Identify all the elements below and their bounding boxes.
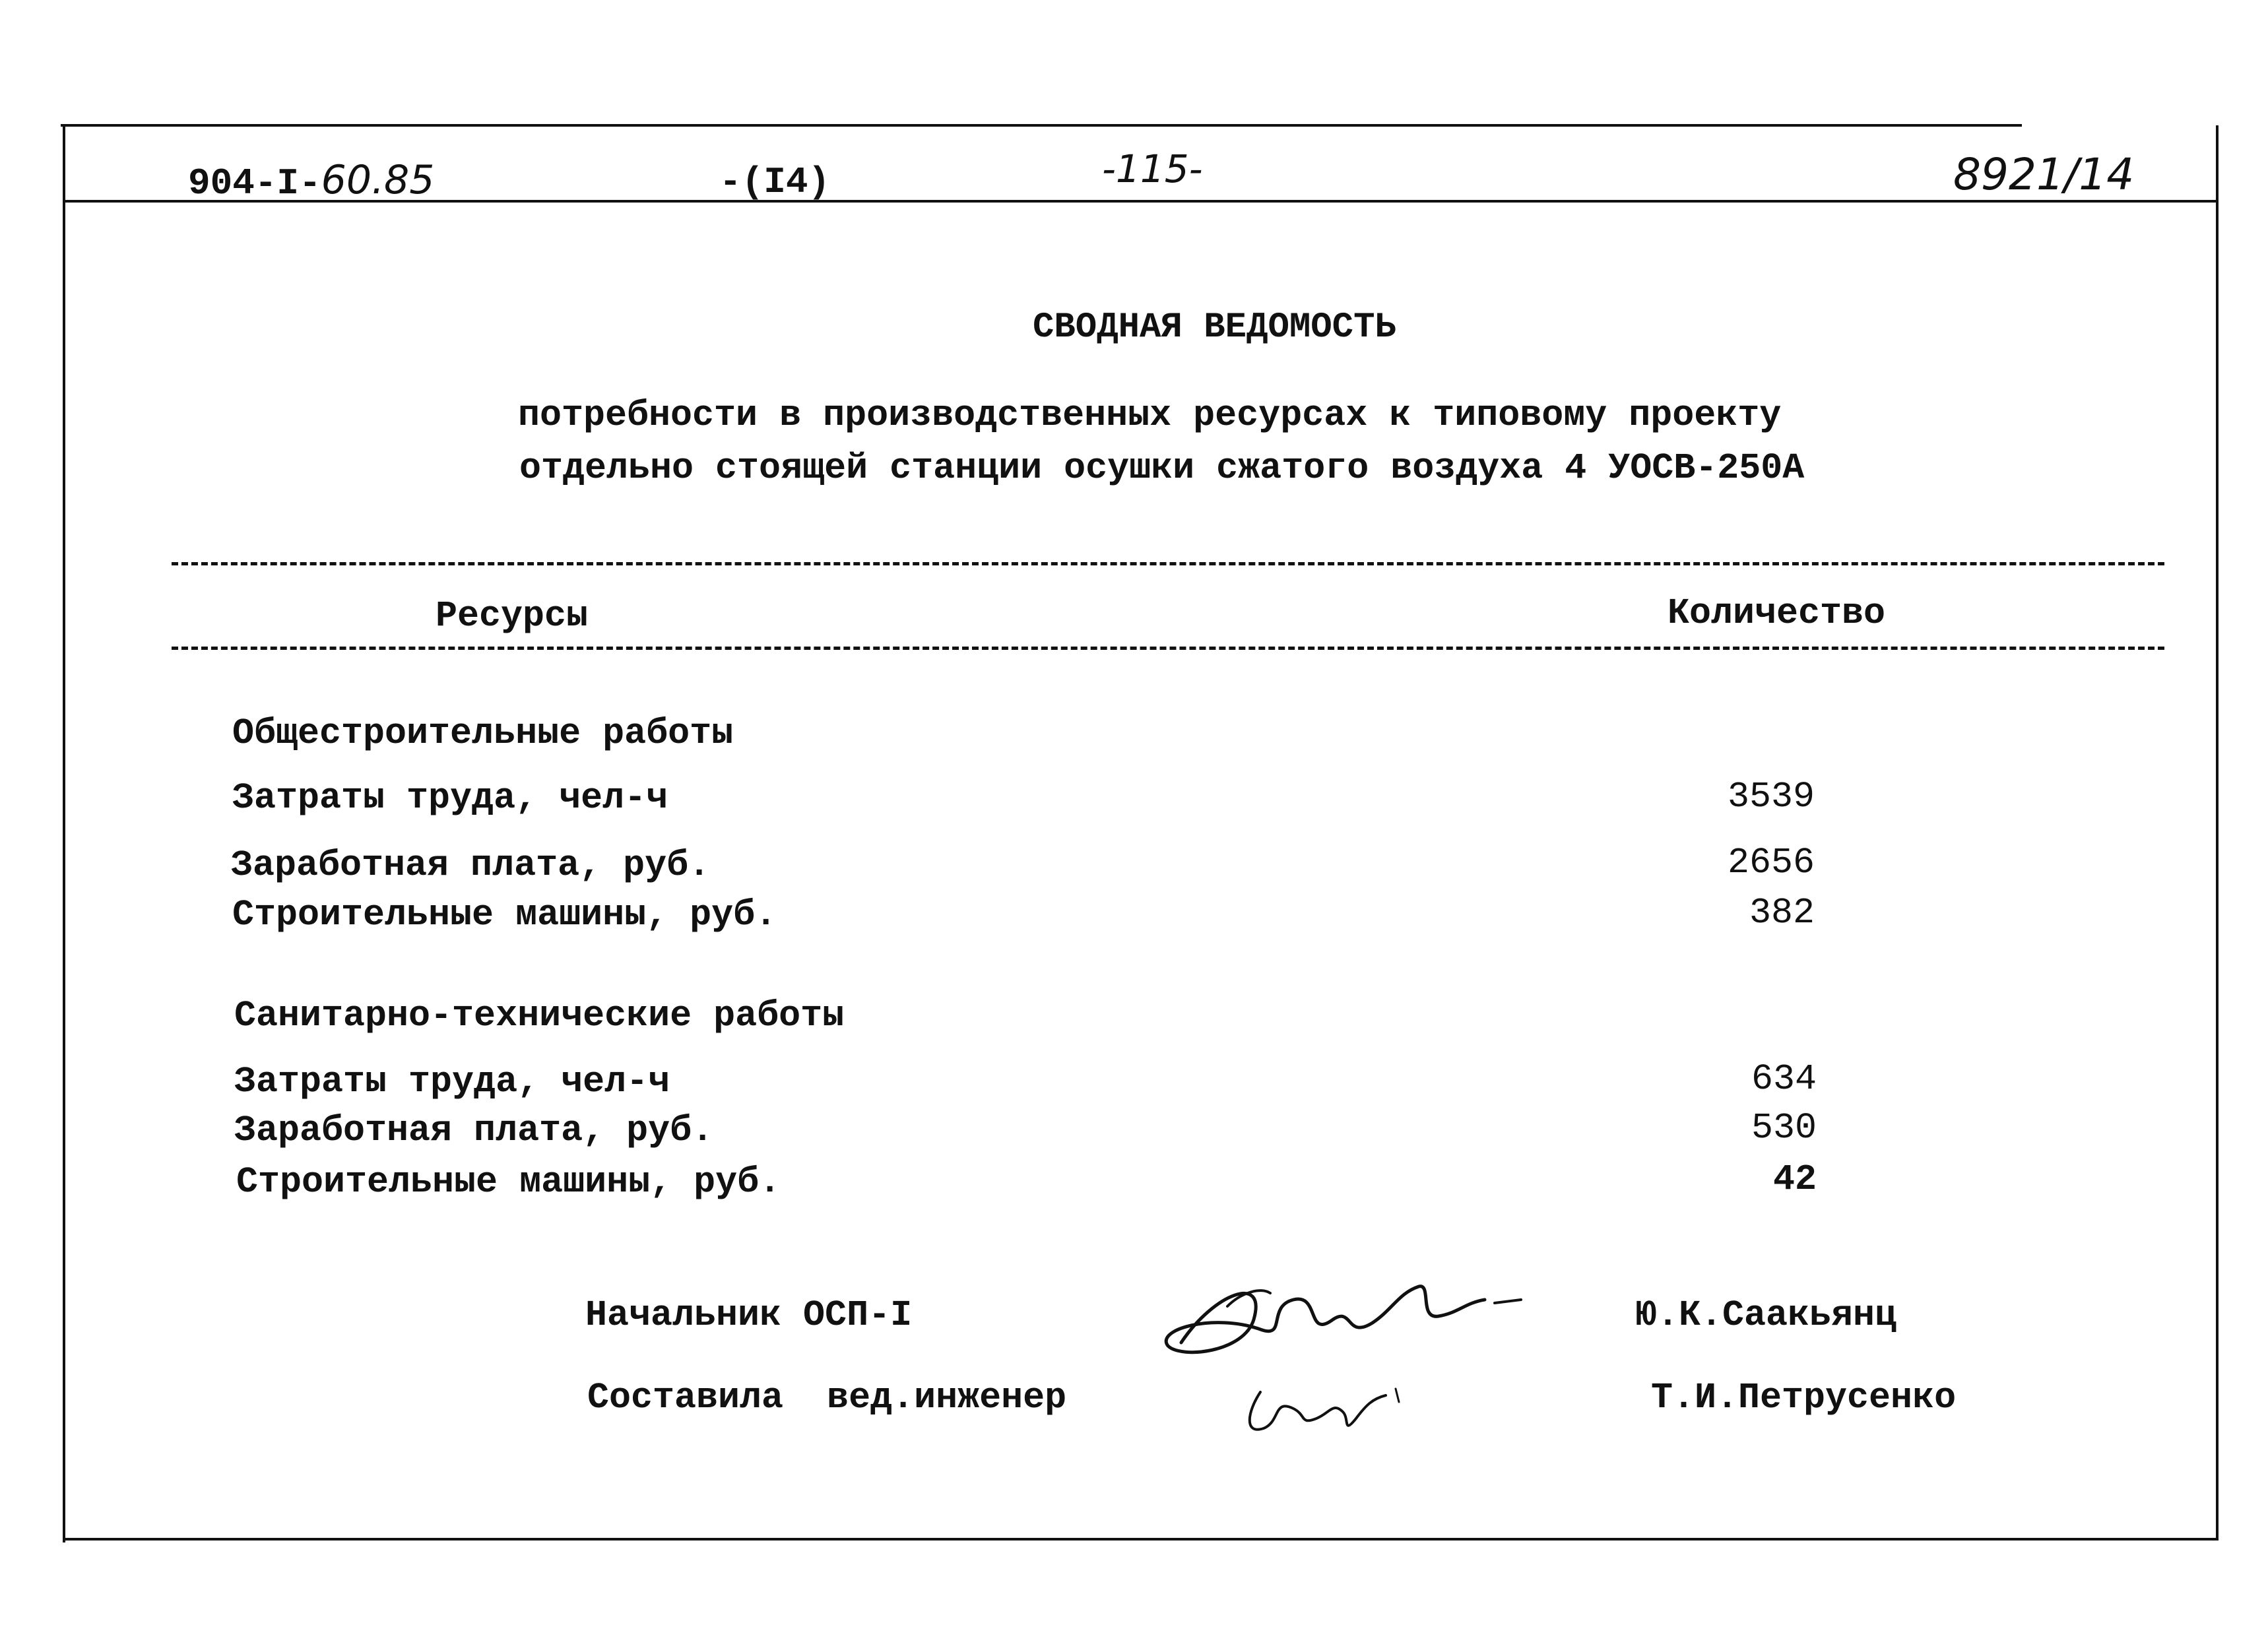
project-code [188,157,434,205]
sheet-ref: -(I4) [719,161,831,203]
project-code-handwritten: 60.85 [321,157,435,203]
section-sanitary-technical: Санитарно-технические работы [234,995,845,1036]
row-label-machines-1: Строительные машины, руб. [232,894,777,936]
signature-role-engineer: Составила вед.инженер [587,1377,1067,1418]
row-value-wages-2: 530 [1751,1107,1817,1149]
page-number: -115- [1102,146,1203,191]
row-label-machines-2: Строительные машины, руб. [236,1161,781,1203]
row-label-labor-2: Затраты труда, чел-ч [234,1061,670,1102]
frame-top-border [61,124,2022,127]
section-general-construction: Общестроительные работы [232,713,734,754]
row-value-labor-1: 3539 [1727,776,1815,817]
document-subtitle-line1: потребности в производственных ресурсах к типовому проекту [518,395,1782,436]
row-label-wages-2: Заработная плата, руб. [234,1110,714,1151]
column-header-resources: Ресурсы [436,595,589,637]
handwritten-signature-head [1155,1267,1524,1385]
document-title: СВОДНАЯ ВЕДОМОСТЬ [1033,307,1396,348]
row-value-labor-2: 634 [1751,1058,1817,1100]
table-header-top-dashes [172,562,2164,565]
handwritten-signature-engineer [1234,1372,1406,1445]
frame-bottom-border [63,1538,2217,1541]
row-value-machines-2: 42 [1772,1159,1817,1200]
document-subtitle-line2: отдельно стоящей станции осушки сжатого воздуха 4 УОСВ-250А [519,447,1805,489]
signature-name-engineer: Т.И.Петрусенко [1651,1377,1957,1418]
signature-name-head: Ю.К.Саакьянц [1635,1294,1897,1336]
archive-number: 8921/14 [1953,149,2135,200]
row-label-wages-1: Заработная плата, руб. [231,844,711,886]
row-value-machines-1: 382 [1749,892,1815,934]
row-label-labor-1: Затраты труда, чел-ч [232,777,668,819]
project-code-typed: 904-I- [188,162,321,205]
table-header-bottom-dashes [172,647,2164,650]
row-value-wages-1: 2656 [1727,842,1815,883]
column-header-quantity: Количество [1668,592,1886,634]
frame-left-border [63,124,65,1542]
frame-right-border [2216,125,2219,1541]
signature-role-head: Начальник ОСП-I [585,1294,913,1336]
